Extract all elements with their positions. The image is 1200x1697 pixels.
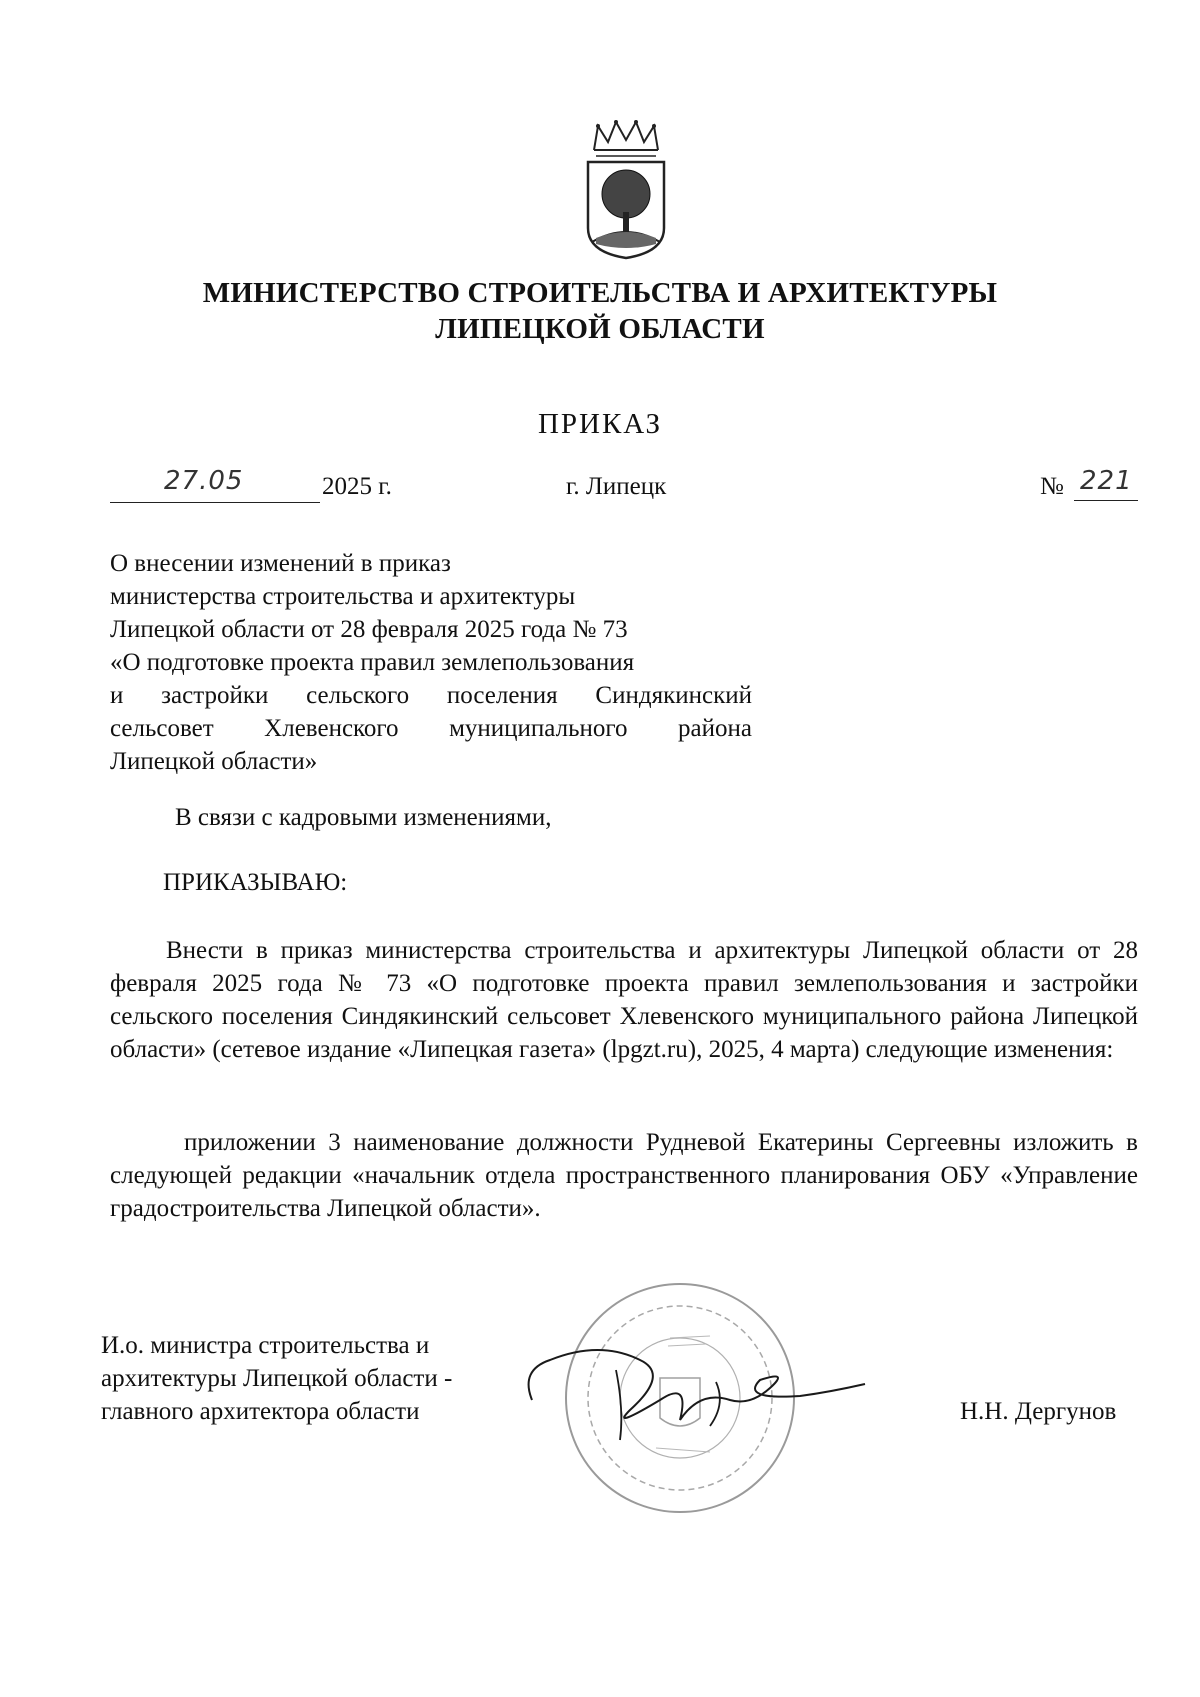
subject-line: министерства строительства и архитектуры xyxy=(110,583,576,610)
handwritten-signature-icon xyxy=(520,1330,880,1450)
number-field xyxy=(1074,466,1138,502)
subject-block xyxy=(110,547,752,778)
signer-name: Н.Н. Дергунов xyxy=(960,1398,1117,1425)
subject-line: Липецкой области от 28 февраля 2025 года № 73 xyxy=(110,616,628,643)
date-handwritten: 27.05 xyxy=(164,466,244,496)
signer-position-line: главного архитектора области xyxy=(101,1398,420,1425)
signer-position xyxy=(101,1329,521,1428)
date-year: 2025 г. xyxy=(322,473,392,500)
number-label: № xyxy=(1040,473,1064,500)
lipetsk-coat-of-arms-icon xyxy=(582,120,670,260)
paragraph-1: Внести в приказ министерства строительства и архитектуры Липецкой области от 28 февраля 2025 года № 73 «О подготовке проекта правил землепользования и застройки сельского поселения Синдякинский сельсовет Хлевенского муниципального района Липецкой области» (сетевое издание «Липецкая газета» (lpgzt.ru), 2025, 4 марта) следующие изменения: xyxy=(110,937,1138,1063)
subject-line: Липецкой области» xyxy=(110,748,318,775)
organization-name-line-1: МИНИСТЕРСТВО СТРОИТЕЛЬСТВА И АРХИТЕКТУРЫ xyxy=(202,277,998,309)
subject-line: «О подготовке проекта правил землепользования xyxy=(110,649,635,676)
city: г. Липецк xyxy=(566,473,667,500)
signer-position-line: И.о. министра строительства и xyxy=(101,1332,430,1359)
order-word: ПРИКАЗЫВАЮ: xyxy=(163,869,348,896)
date-field xyxy=(110,466,320,506)
subject-line: сельсовет Хлевенского муниципального района xyxy=(110,715,752,742)
signature xyxy=(520,1330,880,1450)
subject-line: О внесении изменений в приказ xyxy=(110,550,451,577)
number-handwritten: 221 xyxy=(1080,466,1133,496)
subject-line: и застройки сельского поселения Синдякинский xyxy=(110,682,752,709)
reason-text: В связи с кадровыми изменениями, xyxy=(175,804,552,831)
paragraph-2: приложении 3 наименование должности Рудневой Екатерины Сергеевны изложить в следующей редакции «начальник отдела пространственного планирования ОБУ «Управление градостроительства Липецкой области». xyxy=(110,1129,1138,1222)
document-type: ПРИКАЗ xyxy=(537,408,663,440)
signer-position-line: архитектуры Липецкой области - xyxy=(101,1365,453,1392)
organization-name-line-2: ЛИПЕЦКОЙ ОБЛАСТИ xyxy=(435,313,765,345)
coat-of-arms xyxy=(582,120,670,260)
